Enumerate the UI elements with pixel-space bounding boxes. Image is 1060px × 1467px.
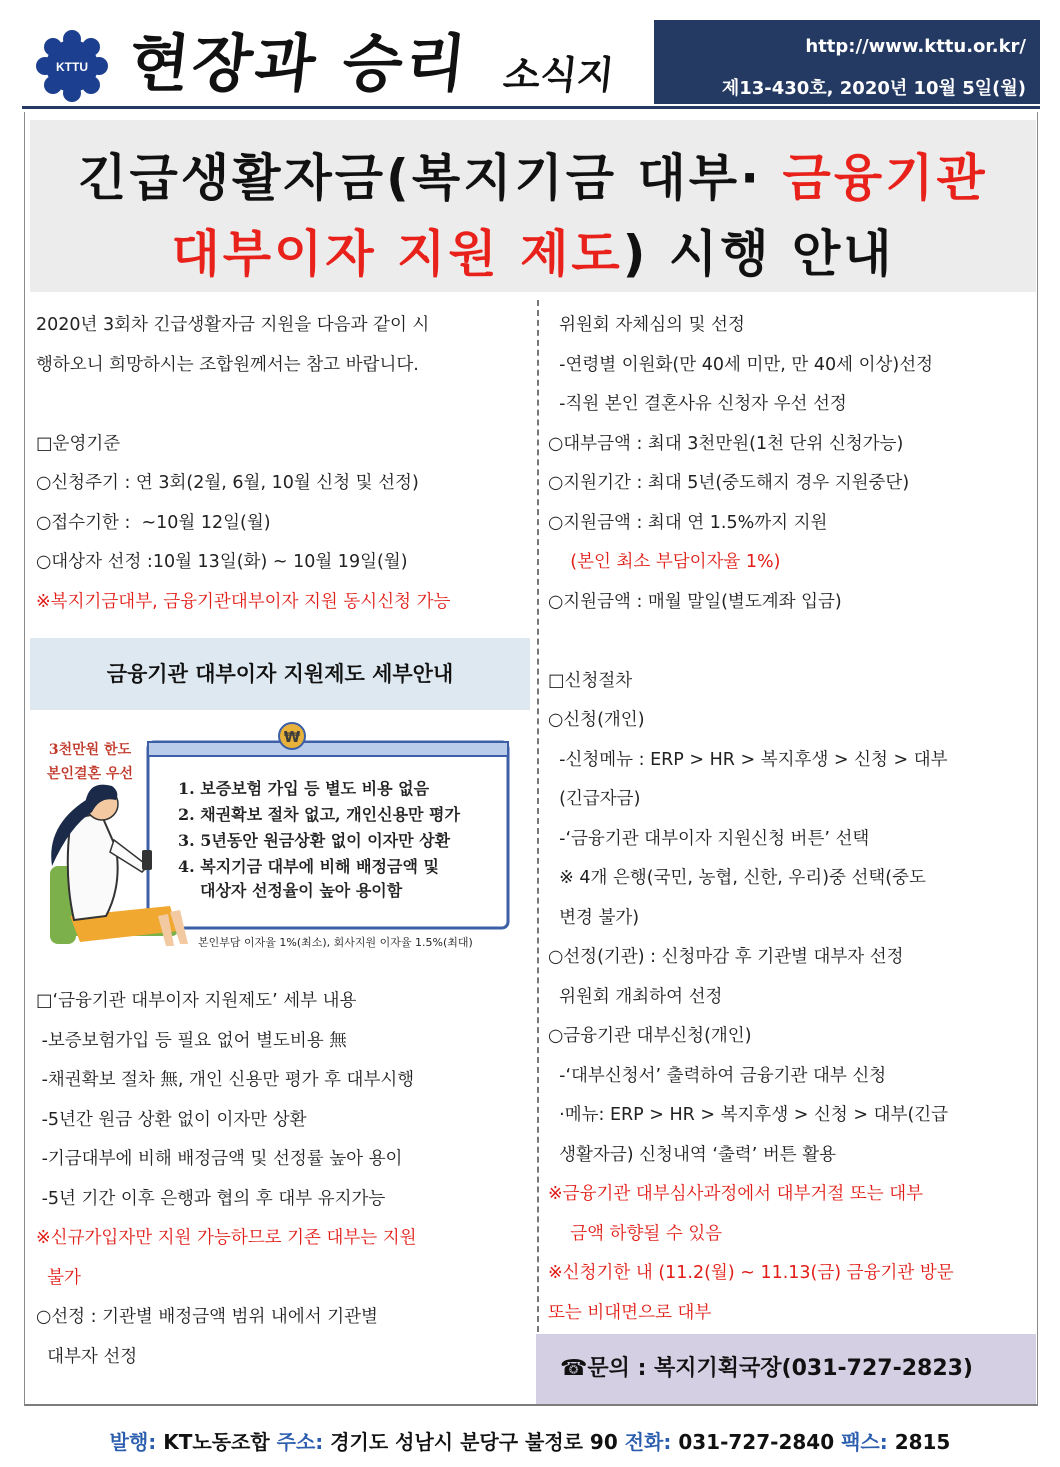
left-top-line: □운영기준: [36, 433, 121, 454]
right-col-line: 위원회 자체심의 및 선정: [548, 315, 745, 335]
left-top-line: 2020년 3회차 긴급생활자금 지원을 다음과 같이 시: [36, 315, 430, 335]
publisher-footer: 발행: KT노동조합 주소: 경기도 성남시 분당구 불정로 90 전화: 031-727-2840 팩스: 2815: [109, 1430, 951, 1454]
header-rule: [22, 106, 1040, 109]
left-bottom-line: ※신규가입자만 지원 가능하므로 기존 대부는 지원: [36, 1228, 417, 1248]
right-col-line: ※ 4개 은행(국민, 농협, 신한, 우리)중 선택(중도: [548, 868, 926, 888]
board-item-1: 1. 보증보험 가입 등 별도 비용 없음: [178, 779, 430, 798]
board-item-2: 2. 채권확보 절차 없고, 개인신용만 평가: [178, 805, 460, 824]
right-col-line: 변경 불가): [548, 907, 640, 928]
left-bottom-line: -보증보험가입 등 필요 없어 별도비용 無: [36, 1030, 347, 1051]
headline-line-1: 긴급생활자금(복지기금 대부· 금융기관: [78, 149, 988, 207]
right-col-line: -신청메뉴 : ERP > HR > 복지후생 > 신청 > 대부: [548, 749, 948, 770]
right-col-line: ○대부금액 : 최대 3천만원(1천 단위 신청가능): [548, 433, 904, 454]
contact-box: [536, 1334, 1036, 1404]
info-illustration: [30, 716, 530, 954]
left-bottom-line: 불가: [36, 1267, 81, 1288]
masthead: [22, 18, 1040, 110]
left-top-line: 행하오니 희망하시는 조합원께서는 참고 바랍니다.: [36, 354, 419, 375]
svg-text:KTTU: KTTU: [56, 60, 88, 74]
svg-text:3천만원 한도: 3천만원 한도: [48, 742, 132, 758]
website-link[interactable]: http://www.kttu.or.kr/: [805, 36, 1026, 57]
left-top-line: ○신청주기 : 연 3회(2월, 6월, 10월 신청 및 선정): [36, 473, 419, 493]
right-col-line: (본인 최소 부담이자율 1%): [548, 552, 781, 572]
right-col-line: ○지원기간 : 최대 5년(중도해지 경우 지원중단): [548, 473, 910, 493]
left-bottom-line: -기금대부에 비해 배정금액 및 선정률 높아 용이: [36, 1149, 403, 1169]
right-col-line: 생활자금) 신청내역 ‘출력’ 버튼 활용: [548, 1144, 836, 1165]
contact-text: ☎문의 : 복지기획국장(031-727-2823): [560, 1356, 973, 1381]
right-col-line: ·메뉴: ERP > HR > 복지후생 > 신청 > 대부(긴급: [548, 1105, 949, 1125]
right-col-line: ※신청기한 내 (11.2(월) ~ 11.13(금) 금융기관 방문: [548, 1263, 954, 1283]
left-bottom-line: 대부자 선정: [36, 1346, 138, 1367]
newsletter-brand: 현장과 승리: [125, 27, 473, 100]
left-bottom-line: ○선정 : 기관별 배정금액 범위 내에서 기관별: [36, 1307, 378, 1327]
left-bottom-line: -5년 기간 이후 은행과 협의 후 대부 유지가능: [36, 1188, 386, 1209]
issue-number: 제13-430호, 2020년 10월 5일(월): [721, 78, 1026, 99]
left-bottom-line: □‘금융기관 대부이자 지원제도’ 세부 내용: [36, 991, 357, 1011]
right-col-line: ○신청(개인): [548, 710, 645, 730]
left-bottom-line: -5년간 원금 상환 없이 이자만 상환: [36, 1109, 307, 1130]
illustration-caption: 본인부담 이자율 1%(최소), 회사지원 이자율 1.5%(최대): [198, 936, 473, 949]
svg-text:₩: ₩: [283, 728, 301, 746]
right-col-line: (긴급자금): [548, 789, 641, 809]
right-col-line: 위원회 개최하여 선정: [548, 986, 723, 1007]
side-note: [47, 741, 133, 782]
right-col-line: ○금융기관 대부신청(개인): [548, 1026, 752, 1046]
right-col-line: 또는 비대면으로 대부: [548, 1302, 712, 1323]
left-top-line: ○접수기한 : ~10월 12일(월): [36, 512, 271, 533]
svg-text:본인결혼 우선: 본인결혼 우선: [46, 766, 134, 782]
headline-line-2: 대부이자 지원 제도) 시행 안내: [171, 225, 895, 283]
right-col-line: ※금융기관 대부심사과정에서 대부거절 또는 대부: [548, 1184, 924, 1204]
right-column: [548, 306, 1024, 1333]
column-divider: [537, 300, 539, 1332]
left-column-top: [36, 306, 526, 622]
right-col-line: ○지원금액 : 최대 연 1.5%까지 지원: [548, 512, 828, 533]
right-col-line: -‘대부신청서’ 출력하여 금융기관 대부 신청: [548, 1065, 887, 1086]
right-col-line: [548, 622, 1024, 662]
headline-band: [30, 120, 1036, 292]
kttu-logo-icon: [36, 30, 108, 102]
right-col-line: -연령별 이원화(만 40세 미만, 만 40세 이상)선정: [548, 354, 934, 375]
right-col-line: -직원 본인 결혼사유 신청자 우선 선정: [548, 394, 847, 414]
board-item-4-cont: 대상자 선정율이 높아 용이함: [200, 881, 403, 900]
left-top-line: ○대상자 선정 :10월 13일(화) ~ 10월 19일(월): [36, 552, 408, 572]
newsletter-subtitle: 소식지: [501, 52, 617, 97]
left-bottom-line: -채권확보 절차 無, 개인 신용만 평가 후 대부시행: [36, 1070, 415, 1090]
left-top-line: [36, 385, 526, 425]
section-subheading: 금융기관 대부이자 지원제도 세부안내: [30, 638, 530, 710]
left-column-bottom: [36, 982, 531, 1377]
right-col-line: □신청절차: [548, 670, 633, 691]
right-col-line: -‘금융기관 대부이자 지원신청 버튼’ 선택: [548, 828, 870, 849]
board-item-3: 3. 5년동안 원금상환 없이 이자만 상환: [178, 831, 451, 850]
left-top-line: ※복지기금대부, 금융기관대부이자 지원 동시신청 가능: [36, 591, 451, 612]
right-col-line: ○지원금액 : 매월 말일(별도계좌 입금): [548, 591, 842, 612]
board-item-4: 4. 복지기금 대부에 비해 배정금액 및: [178, 857, 439, 876]
right-col-line: ○선정(기관) : 신청마감 후 기관별 대부자 선정: [548, 947, 904, 967]
issue-info-box: [654, 20, 1040, 104]
right-col-line: 금액 하향될 수 있음: [548, 1223, 723, 1244]
